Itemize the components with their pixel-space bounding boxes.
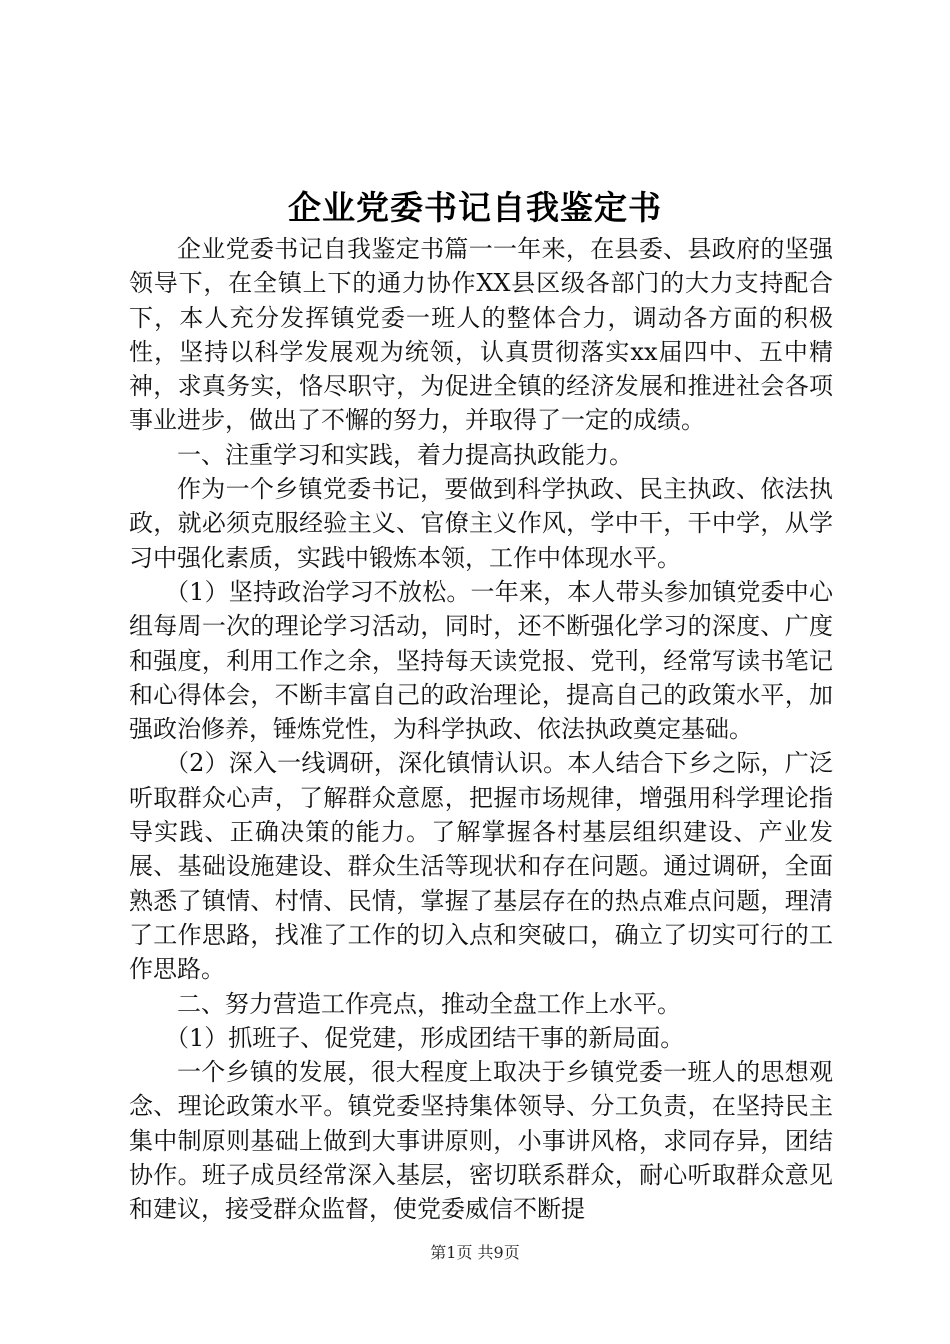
section-heading-2: 二、努力营造工作亮点，推动全盘工作上水平。 — [177, 989, 681, 1018]
document-body — [129, 232, 833, 1227]
paragraph-section-1: 作为一个乡镇党委书记，要做到科学执政、民主执政、依法执政，就必须克服经验主义、官僚主义作风，学中干，干中学，从学习中强化素质，实践中锻炼本领，工作中体现水平。 — [129, 475, 833, 572]
paragraph-item-1-1: （1）坚持政治学习不放松。一年来，本人带头参加镇党委中心组每周一次的理论学习活动，同时，还不断强化学习的深度、广度和强度，利用工作之余，坚持每天读党报、党刊，经常写读书笔记和心得体会，不断丰富自己的政治理论，提高自己的政策水平，加强政治修养，锤炼党性，为科学执政、依法执政奠定基础。 — [129, 577, 833, 744]
paragraph-intro: 企业党委书记自我鉴定书篇一一年来，在县委、县政府的坚强领导下，在全镇上下的通力协作XX县区级各部门的大力支持配合下，本人充分发挥镇党委一班人的整体合力，调动各方面的积极性，坚持以科学发展观为统领，认真贯彻落实xx届四中、五中精神，求真务实，恪尽职守，为促进全镇的经济发展和推进社会各项事业进步，做出了不懈的努力，并取得了一定的成绩。 — [129, 235, 833, 435]
section-heading-1: 一、注重学习和实践，着力提高执政能力。 — [177, 440, 633, 469]
page-number-footer: 第1页 共9页 — [430, 1243, 520, 1262]
subheading-2-1: （1）抓班子、促党建，形成团结干事的新局面。 — [165, 1023, 685, 1052]
document-title: 企业党委书记自我鉴定书 — [288, 188, 662, 227]
paragraph-section-2-1: 一个乡镇的发展，很大程度上取决于乡镇党委一班人的思想观念、理论政策水平。镇党委坚持集体领导、分工负责，在坚持民主集中制原则基础上做到大事讲原则，小事讲风格，求同存异，团结协作。班子成员经常深入基层，密切联系群众，耐心听取群众意见和建议，接受群众监督，使党委威信不断提 — [129, 1058, 833, 1224]
paragraph-item-1-2: （2）深入一线调研，深化镇情认识。本人结合下乡之际，广泛听取群众心声，了解群众意愿，把握市场规律，增强用科学理论指导实践、正确决策的能力。了解掌握各村基层组织建设、产业发展、基础设施建设、群众生活等现状和存在问题。通过调研，全面熟悉了镇情、村情、民情，掌握了基层存在的热点难点问题，理清了工作思路，找准了工作的切入点和突破口，确立了切实可行的工作思路。 — [129, 749, 833, 984]
